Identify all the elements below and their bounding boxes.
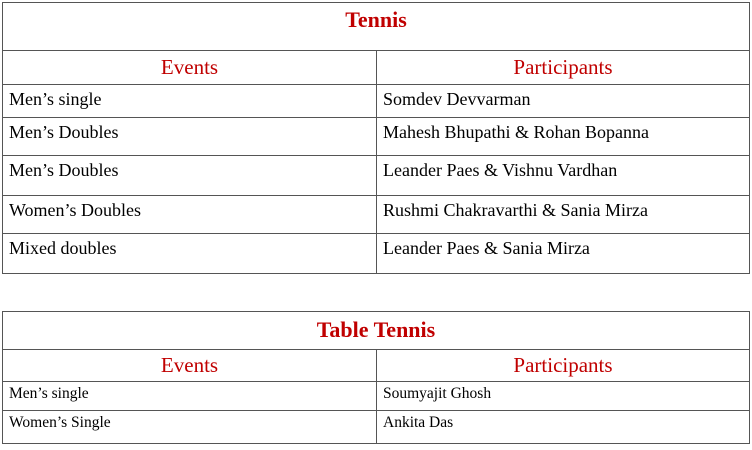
table-tennis-participants-header: Participants [377, 350, 750, 382]
tennis-events-header: Events [3, 51, 377, 85]
table-tennis-table [2, 311, 750, 444]
table-tennis-events-header: Events [3, 350, 377, 382]
participants-cell: Mahesh Bhupathi & Rohan Bopanna [377, 118, 750, 156]
tennis-table-title: Tennis [3, 3, 750, 51]
table-row [3, 411, 750, 444]
event-cell: Men’s Doubles [3, 118, 377, 156]
participants-cell: Leander Paes & Sania Mirza [377, 234, 750, 274]
table-row [3, 234, 750, 274]
table-row [3, 196, 750, 234]
event-cell: Mixed doubles [3, 234, 377, 274]
table-tennis-title: Table Tennis [3, 312, 750, 350]
participants-cell: Somdev Devvarman [377, 85, 750, 118]
participants-cell: Rushmi Chakravarthi & Sania Mirza [377, 196, 750, 234]
table-row [3, 156, 750, 196]
event-cell: Women’s Single [3, 411, 377, 444]
event-cell: Women’s Doubles [3, 196, 377, 234]
tennis-participants-header: Participants [377, 51, 750, 85]
event-cell: Men’s single [3, 382, 377, 411]
event-cell: Men’s single [3, 85, 377, 118]
participants-cell: Soumyajit Ghosh [377, 382, 750, 411]
table-row [3, 85, 750, 118]
tennis-table [2, 2, 750, 274]
participants-cell: Ankita Das [377, 411, 750, 444]
table-tennis-header-row [3, 350, 750, 382]
table-row [3, 118, 750, 156]
tennis-header-row [3, 51, 750, 85]
event-cell: Men’s Doubles [3, 156, 377, 196]
table-row [3, 382, 750, 411]
participants-cell: Leander Paes & Vishnu Vardhan [377, 156, 750, 196]
